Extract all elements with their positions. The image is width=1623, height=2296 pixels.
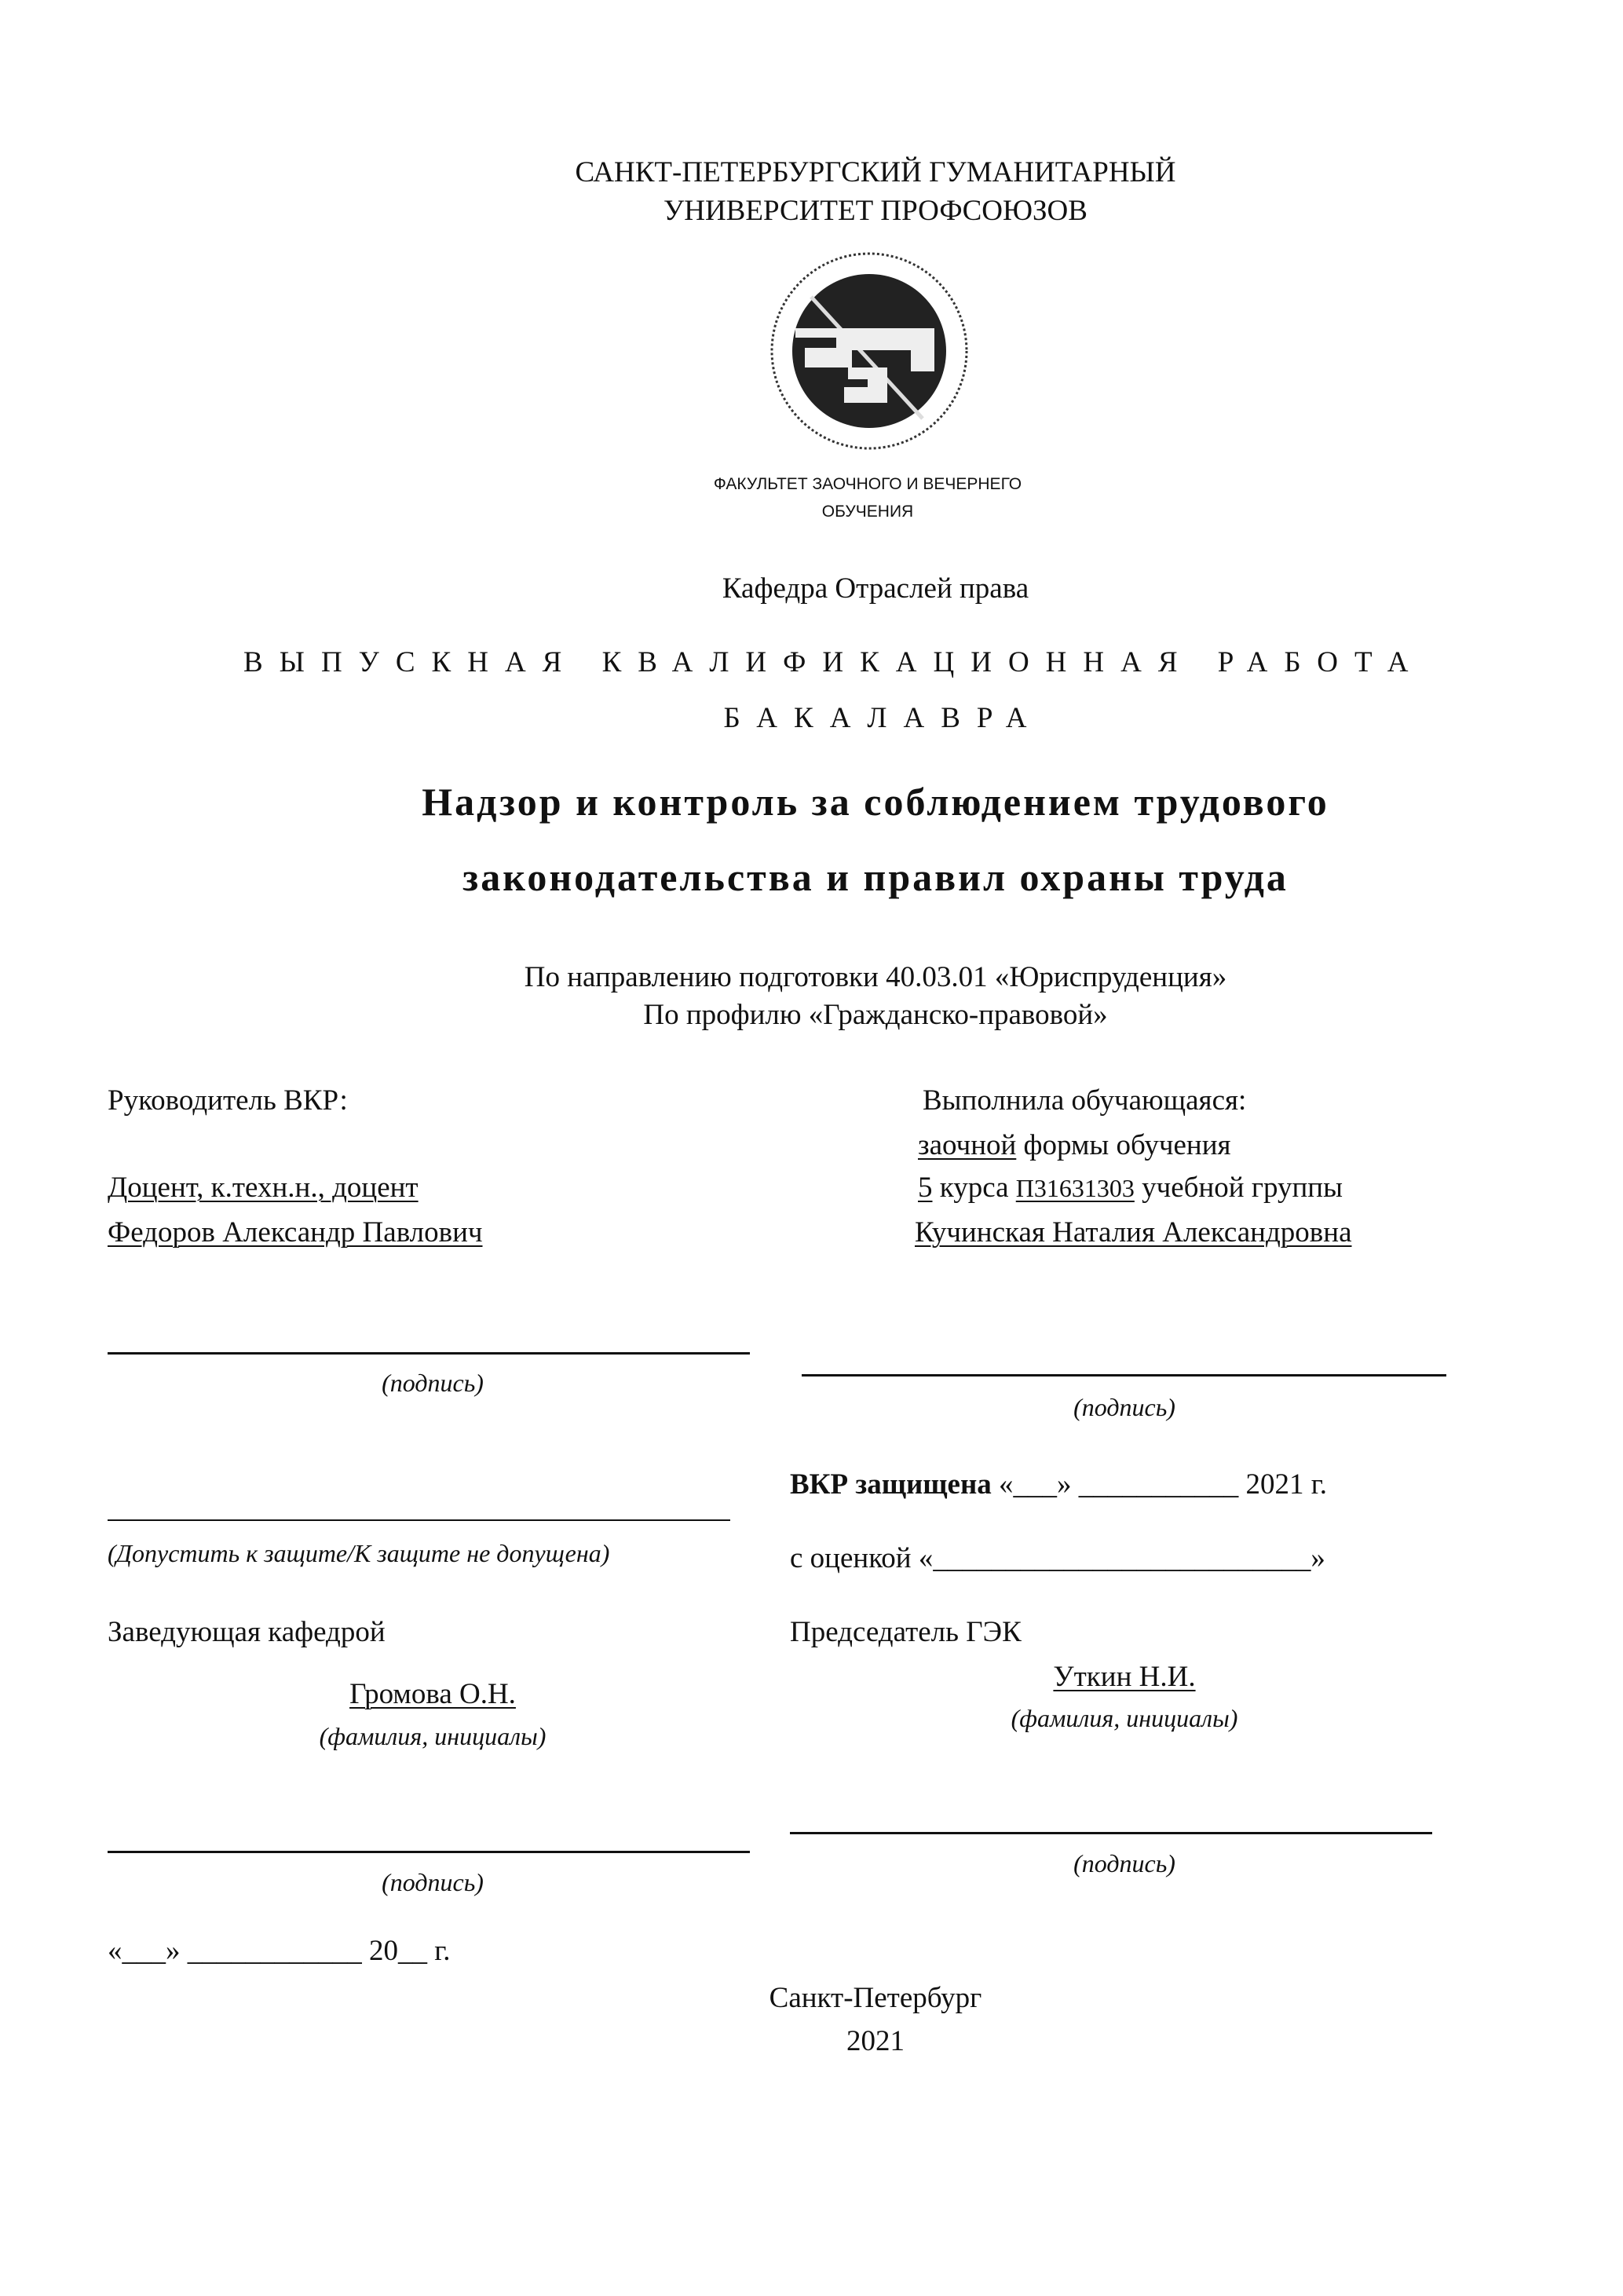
defense-date: «___» ___________ 2021 г.: [999, 1468, 1328, 1501]
student-signature-caption: (подпись): [1073, 1393, 1175, 1421]
course-word: курса: [939, 1172, 1009, 1204]
supervisor-signature-caption: (подпись): [382, 1369, 484, 1397]
head-date: «___» ____________ 20__ г.: [108, 1935, 451, 1967]
study-form: [918, 1128, 1231, 1163]
head-name-caption: (фамилия, инициалы): [319, 1722, 546, 1750]
year: 2021: [846, 2025, 905, 2057]
admission-line: [108, 1519, 730, 1521]
university-name-line2: УНИВЕРСИТЕТ ПРОФСОЮЗОВ: [663, 195, 1087, 227]
student-signature-line: [802, 1374, 1446, 1377]
university-name-line1: САНКТ-ПЕТЕРБУРГСКИЙ ГУМАНИТАРНЫЙ: [575, 156, 1176, 188]
faculty-line2: ОБУЧЕНИЯ: [821, 503, 914, 521]
head-signature-line: [108, 1851, 750, 1853]
work-type-line2: БАКАЛАВРА: [723, 702, 1044, 734]
city: Санкт-Петербург: [769, 1982, 982, 2014]
supervisor-label: Руководитель ВКР:: [108, 1084, 348, 1117]
profile: По профилю «Гражданско-правовой»: [643, 999, 1108, 1031]
direction: По направлению подготовки 40.03.01 «Юриспруденция»: [524, 961, 1227, 993]
head-signature-caption: (подпись): [382, 1868, 484, 1896]
student-label: Выполнила обучающаяся:: [923, 1084, 1247, 1117]
supervisor-position: Доцент, к.техн.н., доцент: [108, 1172, 419, 1204]
course-group: [918, 1171, 1343, 1205]
chair-signature-caption: (подпись): [1073, 1849, 1175, 1877]
defense-grade: с оценкой «__________________________»: [790, 1542, 1325, 1574]
supervisor-signature-line: [108, 1352, 750, 1355]
defense-line: [790, 1468, 1327, 1502]
group-suffix: учебной группы: [1142, 1172, 1343, 1204]
thesis-title-line2: законодательства и правил охраны труда: [462, 855, 1289, 899]
head-label: Заведующая кафедрой: [108, 1616, 386, 1648]
faculty-line1: ФАКУЛЬТЕТ ЗАОЧНОГО И ВЕЧЕРНЕГО: [713, 475, 1022, 493]
admission-caption: (Допустить к защите/К защите не допущена): [108, 1539, 610, 1567]
defense-label: ВКР защищена: [790, 1468, 992, 1501]
work-type-line1: ВЫПУСКНАЯ КВАЛИФИКАЦИОННАЯ РАБОТА: [243, 646, 1425, 678]
student-name: Кучинская Наталия Александровна: [915, 1216, 1352, 1249]
university-logo: [766, 250, 974, 452]
chair-name: Уткин Н.И.: [1053, 1661, 1196, 1693]
course-value: 5: [918, 1172, 933, 1204]
supervisor-name: Федоров Александр Павлович: [108, 1216, 483, 1249]
chair-label: Председатель ГЭК: [790, 1616, 1022, 1648]
chair-signature-line: [790, 1832, 1432, 1834]
study-form-suffix: формы обучения: [1023, 1129, 1231, 1161]
head-name: Громова О.Н.: [349, 1678, 516, 1710]
group-value: П31631303: [1015, 1174, 1135, 1202]
study-form-value: заочной: [918, 1129, 1017, 1161]
thesis-title-line1: Надзор и контроль за соблюдением трудового: [422, 780, 1329, 824]
chair-name-caption: (фамилия, инициалы): [1011, 1704, 1238, 1732]
department: Кафедра Отраслей права: [722, 572, 1029, 605]
